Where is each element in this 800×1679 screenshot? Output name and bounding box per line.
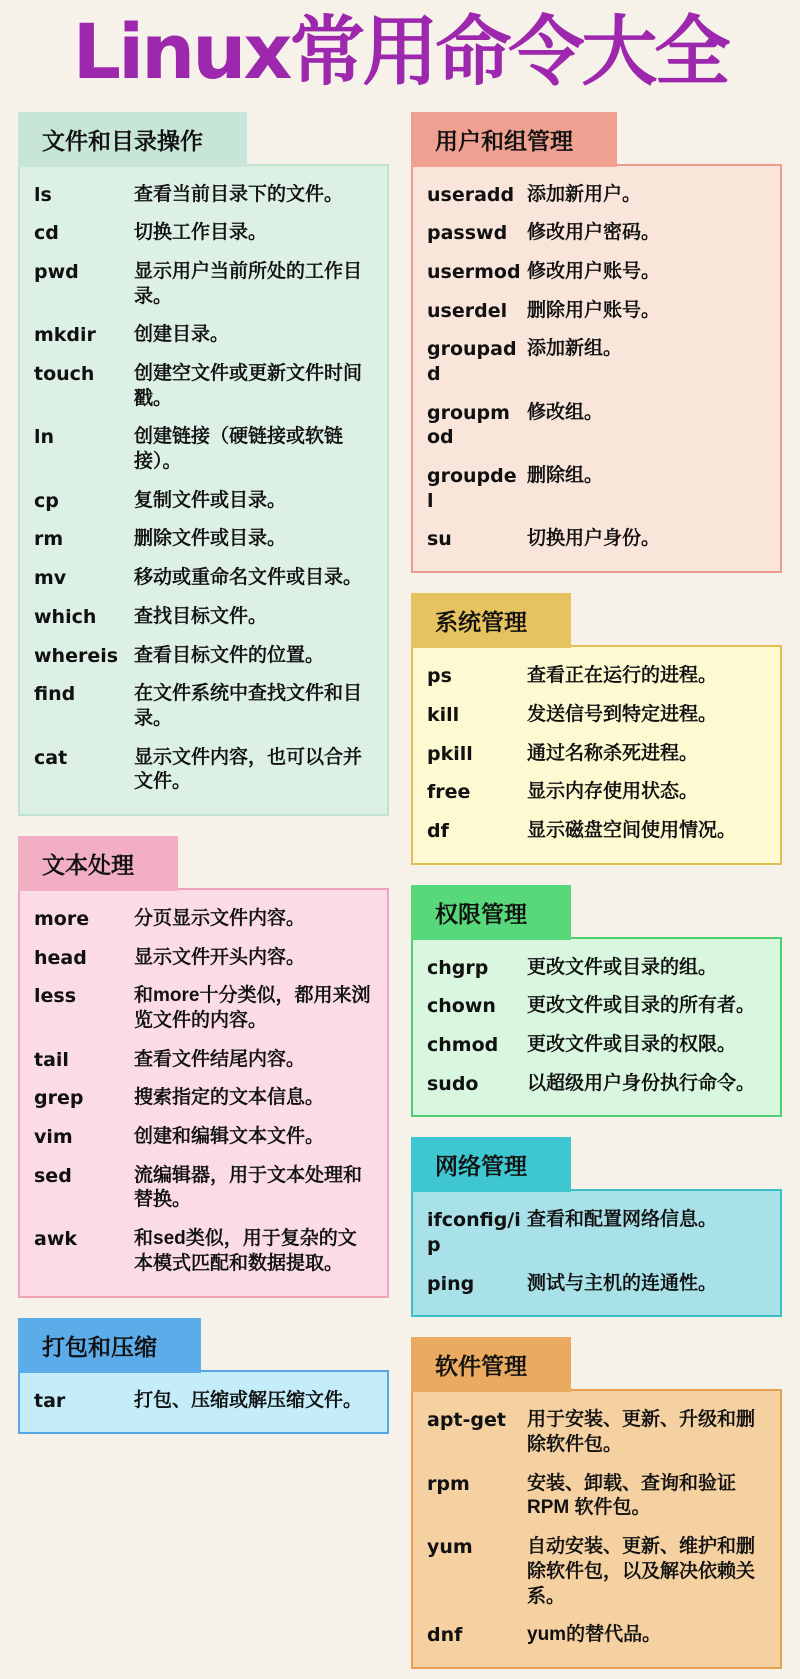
command-row (427, 330, 768, 393)
command-row (34, 214, 375, 253)
section-software-mgmt (411, 1337, 782, 1669)
command-description: 创建链接（硬链接或软链接）。 (134, 426, 344, 473)
command-description: 切换用户身份。 (527, 528, 661, 550)
command-description: 安装、卸载、查询和验证 RPM 软件包。 (527, 1472, 737, 1519)
command-description: 修改用户密码。 (527, 222, 661, 244)
left-column (18, 112, 389, 1435)
section-body-permission-mgmt (411, 937, 782, 1118)
command-row (427, 1528, 768, 1616)
command-row (34, 1079, 375, 1118)
section-file-dir-ops (18, 112, 389, 816)
command-description: 修改组。 (527, 401, 604, 423)
command-name: sudo (427, 1072, 479, 1095)
command-row (427, 1026, 768, 1065)
command-description: 显示用户当前所处的工作目录。 (134, 260, 363, 307)
command-row (34, 176, 375, 215)
command-description: 添加新用户。 (527, 183, 642, 205)
command-name: free (427, 781, 471, 804)
command-description: 流编辑器，用于文本处理和替换。 (134, 1164, 363, 1211)
command-row (427, 1401, 768, 1464)
command-description: 查看和配置网络信息。 (527, 1209, 718, 1231)
section-body-file-dir-ops (18, 164, 389, 816)
command-row (427, 735, 768, 774)
command-row (34, 355, 375, 418)
command-name: useradd (427, 183, 515, 206)
command-row (427, 773, 768, 812)
command-name: ps (427, 665, 452, 688)
command-row (34, 482, 375, 521)
command-row (34, 1118, 375, 1157)
two-column-layout (18, 112, 782, 1669)
command-name: tar (34, 1389, 66, 1412)
command-description: 创建目录。 (134, 324, 230, 346)
command-description: 修改用户账号。 (527, 260, 661, 282)
section-system-mgmt (411, 593, 782, 864)
command-row (427, 292, 768, 331)
page-title: Linux常用命令大全 (72, 7, 728, 96)
command-row (34, 939, 375, 978)
command-row (34, 739, 375, 802)
command-description: 查看当前目录下的文件。 (134, 183, 344, 205)
command-name: vim (34, 1126, 73, 1149)
command-name: userdel (427, 299, 508, 322)
command-name: mkdir (34, 324, 96, 347)
command-description: 用于安装、更新、升级和删除软件包。 (527, 1409, 756, 1456)
command-name: awk (34, 1228, 78, 1251)
command-description: 创建空文件或更新文件时间戳。 (134, 363, 363, 409)
command-description: 添加新组。 (527, 338, 623, 360)
command-row (427, 1201, 768, 1264)
command-row (34, 316, 375, 355)
section-body-software-mgmt (411, 1389, 782, 1669)
command-name: pwd (34, 260, 79, 283)
command-description: 更改文件或目录的组。 (527, 956, 718, 978)
command-row (34, 900, 375, 939)
command-description: 搜索指定的文本信息。 (134, 1087, 325, 1109)
command-description: 更改文件或目录的权限。 (527, 1033, 737, 1055)
command-name: usermod (427, 260, 521, 283)
command-name: rm (34, 528, 64, 551)
command-row (427, 949, 768, 988)
command-description: 测试与主机的连通性。 (527, 1272, 718, 1294)
command-name: ls (34, 183, 52, 206)
command-row (427, 1465, 768, 1528)
section-network-mgmt (411, 1137, 782, 1317)
command-row (427, 657, 768, 696)
command-row (34, 1382, 375, 1421)
command-row (427, 176, 768, 215)
command-row (427, 520, 768, 559)
command-name: su (427, 528, 452, 551)
command-row (427, 1616, 768, 1655)
section-user-group-mgmt (411, 112, 782, 574)
command-name: touch (34, 363, 95, 386)
section-body-archive-compress (18, 1370, 389, 1435)
command-name: dnf (427, 1624, 463, 1647)
command-description: 复制文件或目录。 (134, 489, 287, 511)
command-description: 查看正在运行的进程。 (527, 665, 718, 687)
command-name: tail (34, 1048, 69, 1071)
command-name: rpm (427, 1472, 470, 1495)
section-body-user-group-mgmt (411, 164, 782, 574)
command-description: 查看文件结尾内容。 (134, 1048, 306, 1070)
command-description: 和more十分类似，都用来浏览文件的内容。 (134, 985, 371, 1032)
section-header-network-mgmt: 网络管理 (411, 1137, 571, 1192)
command-row (34, 1157, 375, 1220)
command-name: cp (34, 489, 59, 512)
command-row (427, 394, 768, 457)
section-archive-compress (18, 1318, 389, 1435)
command-description: 查看目标文件的位置。 (134, 644, 325, 666)
command-description: 自动安装、更新、维护和删除软件包，以及解决依赖关系。 (527, 1536, 756, 1607)
command-name: cat (34, 746, 68, 769)
command-description: 删除文件或目录。 (134, 528, 287, 550)
command-row (34, 637, 375, 676)
command-description: 打包、压缩或解压缩文件。 (134, 1389, 363, 1411)
command-description: 删除组。 (527, 465, 604, 487)
command-name: grep (34, 1087, 84, 1110)
command-name: ifconfig/ip (427, 1209, 521, 1257)
command-row (34, 675, 375, 738)
command-description: yum的替代品。 (527, 1624, 662, 1646)
section-header-system-mgmt: 系统管理 (411, 593, 571, 648)
command-name: find (34, 683, 76, 706)
command-row (34, 520, 375, 559)
section-body-system-mgmt (411, 645, 782, 864)
section-text-processing (18, 836, 389, 1298)
command-name: yum (427, 1536, 473, 1559)
command-name: groupdel (427, 465, 517, 512)
section-header-file-dir-ops: 文件和目录操作 (18, 112, 247, 167)
command-row (427, 987, 768, 1026)
command-name: more (34, 907, 90, 930)
command-description: 在文件系统中查找文件和目录。 (134, 683, 363, 729)
command-name: ping (427, 1272, 475, 1295)
command-name: which (34, 605, 97, 628)
command-description: 显示文件内容，也可以合并文件。 (134, 746, 363, 793)
command-row (427, 253, 768, 292)
command-row (34, 418, 375, 481)
command-name: chmod (427, 1033, 499, 1056)
section-header-text-processing: 文本处理 (18, 836, 178, 891)
command-name: chgrp (427, 956, 489, 979)
command-description: 显示磁盘空间使用情况。 (527, 819, 737, 841)
command-row (34, 1041, 375, 1080)
section-body-text-processing (18, 888, 389, 1298)
right-column (411, 112, 782, 1669)
command-name: kill (427, 703, 460, 726)
command-name: sed (34, 1164, 72, 1187)
section-header-software-mgmt: 软件管理 (411, 1337, 571, 1392)
command-description: 通过名称杀死进程。 (527, 742, 699, 764)
command-name: mv (34, 567, 67, 590)
command-row (427, 1065, 768, 1104)
command-name: less (34, 985, 77, 1008)
section-header-user-group-mgmt: 用户和组管理 (411, 112, 617, 167)
command-name: df (427, 819, 449, 842)
command-row (34, 253, 375, 316)
command-description: 以超级用户身份执行命令。 (527, 1072, 756, 1094)
command-description: 创建和编辑文本文件。 (134, 1126, 325, 1148)
command-description: 分页显示文件内容。 (134, 907, 306, 929)
command-row (427, 214, 768, 253)
command-name: passwd (427, 222, 508, 245)
command-name: cd (34, 222, 59, 245)
command-name: groupmod (427, 401, 510, 449)
command-description: 更改文件或目录的所有者。 (527, 995, 756, 1017)
command-row (34, 598, 375, 637)
command-row (427, 1265, 768, 1304)
command-name: apt-get (427, 1409, 506, 1432)
command-description: 显示内存使用状态。 (527, 781, 699, 803)
command-name: groupadd (427, 338, 517, 386)
command-name: whereis (34, 644, 119, 667)
command-description: 删除用户账号。 (527, 299, 661, 321)
command-description: 切换工作目录。 (134, 222, 268, 244)
command-name: ln (34, 426, 55, 449)
command-name: head (34, 946, 87, 969)
command-row (427, 457, 768, 520)
command-row (34, 1220, 375, 1283)
command-description: 显示文件开头内容。 (134, 946, 306, 968)
command-row (34, 977, 375, 1040)
command-row (34, 559, 375, 598)
section-header-permission-mgmt: 权限管理 (411, 885, 571, 940)
command-description: 发送信号到特定进程。 (527, 703, 718, 725)
section-permission-mgmt (411, 885, 782, 1118)
command-name: chown (427, 995, 496, 1018)
command-row (427, 812, 768, 851)
command-description: 查找目标文件。 (134, 605, 268, 627)
section-header-archive-compress: 打包和压缩 (18, 1318, 201, 1373)
command-name: pkill (427, 742, 473, 765)
command-description: 移动或重命名文件或目录。 (134, 567, 363, 589)
command-row (427, 696, 768, 735)
section-body-network-mgmt (411, 1189, 782, 1317)
command-description: 和sed类似，用于复杂的文本模式匹配和数据提取。 (134, 1228, 357, 1274)
